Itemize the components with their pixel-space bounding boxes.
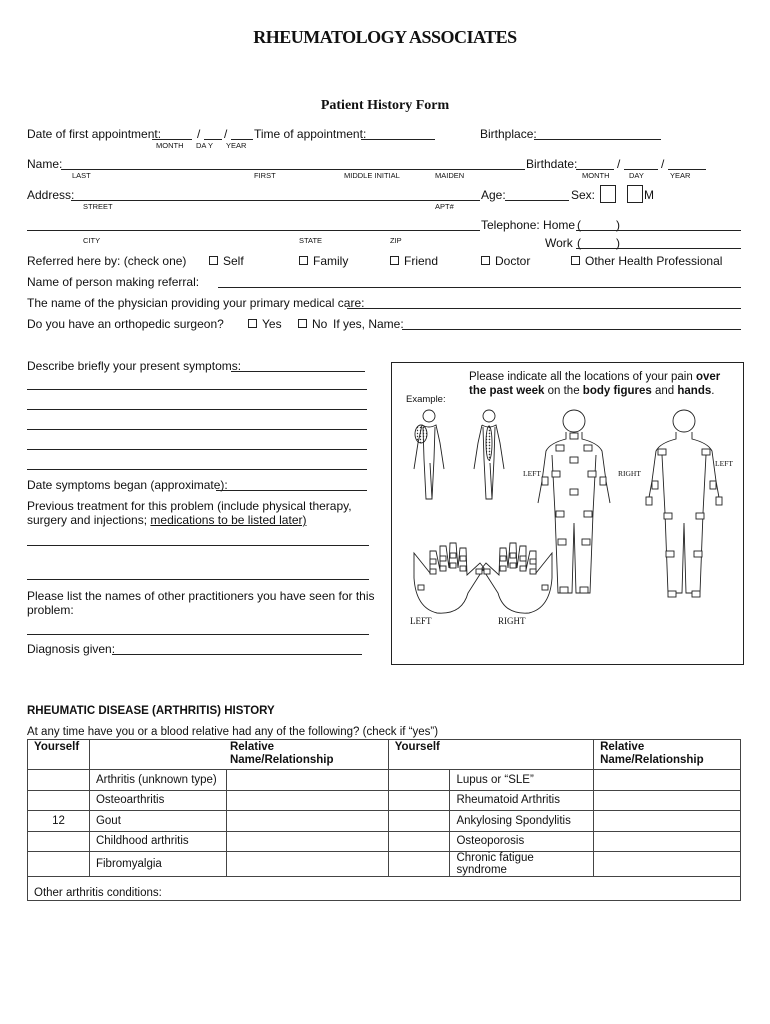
- time-appointment-field[interactable]: [361, 139, 435, 140]
- history-section-title: RHEUMATIC DISEASE (ARTHRITIS) HISTORY: [27, 705, 275, 717]
- name-label: Name:: [27, 157, 63, 171]
- symptoms-line[interactable]: [27, 409, 367, 410]
- front-figure-left-label: LEFT: [715, 459, 733, 468]
- condition-label: Gout: [89, 811, 226, 832]
- header-yourself-2: Yourself: [388, 740, 593, 770]
- table-row: [28, 770, 741, 791]
- table-row: [28, 852, 741, 877]
- birthdate-day-field[interactable]: [624, 169, 658, 170]
- body-figure-front: [648, 410, 720, 593]
- sub-label-state: STATE: [299, 236, 323, 245]
- previous-treatment-label: Previous treatment for this problem (include physical therapy,: [27, 499, 352, 513]
- checkbox[interactable]: [481, 256, 490, 265]
- yourself-checkbox-cell[interactable]: [388, 831, 450, 852]
- birthdate-year-field[interactable]: [668, 169, 706, 170]
- first-appointment-label: Date of first appointment:: [27, 127, 162, 141]
- ortho-surgeon-name-field[interactable]: [402, 329, 741, 330]
- ortho-no-option[interactable]: No: [298, 317, 327, 331]
- sub-label-first: FIRST: [254, 171, 276, 180]
- paren-open: (: [577, 218, 581, 232]
- joint-markers: [418, 433, 722, 597]
- birthplace-label: Birthplace:: [480, 127, 537, 141]
- sub-label-month: MONTH: [156, 141, 184, 150]
- paren-open: (: [577, 236, 581, 250]
- condition-label: Osteoarthritis: [89, 790, 226, 811]
- back-figure-left-label: LEFT: [523, 469, 541, 478]
- yourself-checkbox-cell[interactable]: [28, 790, 90, 811]
- checkbox[interactable]: [571, 256, 580, 265]
- telephone-home-field[interactable]: [576, 230, 741, 231]
- hand-right: [482, 543, 552, 613]
- relative-cell[interactable]: [226, 831, 388, 852]
- condition-label: Rheumatoid Arthritis: [450, 790, 594, 811]
- sex-male-checkbox[interactable]: [627, 185, 643, 203]
- previous-treatment-label-2: surgery and injections; medications to be listed later): [27, 513, 307, 527]
- example-back-figure: [474, 410, 504, 499]
- first-appointment-day-field[interactable]: [204, 139, 222, 140]
- symptoms-label: Describe briefly your present symptoms:: [27, 359, 242, 373]
- address-field[interactable]: [71, 200, 480, 201]
- first-appointment-year-field[interactable]: [231, 139, 253, 140]
- practitioners-label: Please list the names of other practitioners you have seen for this: [27, 589, 375, 603]
- date-symptoms-began-label: Date symptoms began (approximate):: [27, 478, 228, 492]
- sub-label-apt: APT#: [435, 202, 454, 211]
- table-row-other: [28, 877, 741, 901]
- checkbox[interactable]: [248, 319, 257, 328]
- sub-label-maiden: MAIDEN: [435, 171, 465, 180]
- previous-treatment-line[interactable]: [27, 545, 369, 546]
- sub-label-month: MONTH: [582, 171, 610, 180]
- relative-cell[interactable]: [226, 811, 388, 832]
- condition-label: Childhood arthritis: [89, 831, 226, 852]
- sex-female-checkbox[interactable]: [600, 185, 616, 203]
- example-label: Example:: [406, 394, 446, 405]
- sub-label-year: YEAR: [670, 171, 691, 180]
- other-conditions-cell[interactable]: Other arthritis conditions:: [28, 877, 741, 901]
- condition-label: Ankylosing Spondylitis: [450, 811, 594, 832]
- symptoms-line[interactable]: [27, 429, 367, 430]
- date-slash: /: [197, 127, 201, 141]
- yourself-checkbox-cell[interactable]: [388, 852, 450, 877]
- age-label: Age:: [481, 188, 506, 202]
- yourself-checkbox-cell[interactable]: [388, 770, 450, 791]
- diagnosis-label: Diagnosis given:: [27, 642, 116, 656]
- time-appointment-label: Time of appointment:: [254, 127, 367, 141]
- relative-cell[interactable]: [594, 811, 741, 832]
- table-row: [28, 811, 741, 832]
- header-relative: Relative Name/Relationship: [89, 740, 388, 770]
- sub-label-year: YEAR: [226, 141, 247, 150]
- date-slash: /: [224, 127, 228, 141]
- referral-option-family[interactable]: Family: [299, 254, 348, 268]
- relative-cell[interactable]: [594, 831, 741, 852]
- yourself-checkbox-cell[interactable]: [28, 831, 90, 852]
- referral-name-label: Name of person making referral:: [27, 275, 200, 289]
- header-relative-2: Relative Name/Relationship: [594, 740, 741, 770]
- yourself-checkbox-cell[interactable]: [388, 790, 450, 811]
- ortho-yes-option[interactable]: Yes: [248, 317, 282, 331]
- pain-instructions: Please indicate all the locations of your pain over the past week on the body figures and hands.: [469, 371, 721, 397]
- sub-label-day: DA Y: [196, 141, 213, 150]
- hand-left-label: LEFT: [410, 616, 432, 626]
- condition-label: Osteoporosis: [450, 831, 594, 852]
- back-figure-right-label: RIGHT: [618, 469, 641, 478]
- relative-cell[interactable]: [594, 852, 741, 877]
- condition-label: Chronic fatigue syndrome: [450, 852, 594, 877]
- paren-close: ): [616, 218, 620, 232]
- relative-cell[interactable]: [226, 790, 388, 811]
- sub-label-last: LAST: [72, 171, 91, 180]
- referral-option-friend[interactable]: Friend: [390, 254, 438, 268]
- condition-label: Arthritis (unknown type): [89, 770, 226, 791]
- yourself-checkbox-cell[interactable]: [388, 811, 450, 832]
- sub-label-day: DAY: [629, 171, 644, 180]
- sub-label-street: STREET: [83, 202, 113, 211]
- condition-label: Fibromyalgia: [89, 852, 226, 877]
- referral-option-other[interactable]: Other Health Professional: [571, 254, 722, 268]
- sex-m-label: M: [644, 188, 654, 202]
- date-slash: /: [661, 157, 665, 171]
- practitioners-label-2: problem:: [27, 603, 74, 617]
- paren-close: ): [616, 236, 620, 250]
- condition-label: Lupus or “SLE”: [450, 770, 594, 791]
- primary-physician-field[interactable]: [347, 308, 741, 309]
- referral-label: Referred here by: (check one): [27, 254, 187, 268]
- birthdate-label: Birthdate:: [526, 157, 578, 171]
- first-appointment-month-field[interactable]: [152, 139, 192, 140]
- relative-cell[interactable]: [226, 770, 388, 791]
- relative-cell[interactable]: [226, 852, 388, 877]
- referral-option-doctor[interactable]: Doctor: [481, 254, 530, 268]
- referral-name-field[interactable]: [218, 287, 741, 288]
- sex-label: Sex:: [571, 188, 596, 202]
- previous-treatment-line[interactable]: [27, 579, 369, 580]
- birthdate-month-field[interactable]: [576, 169, 614, 170]
- sub-label-middle-initial: MIDDLE INITIAL: [344, 171, 400, 180]
- symptoms-line[interactable]: [27, 389, 367, 390]
- ortho-question: Do you have an orthopedic surgeon?: [27, 317, 224, 331]
- yourself-checkbox-cell[interactable]: [28, 770, 90, 791]
- telephone-work-field[interactable]: [576, 248, 741, 249]
- diagnosis-field[interactable]: [112, 654, 362, 655]
- date-slash: /: [617, 157, 621, 171]
- address-label: Address:: [27, 188, 75, 202]
- checkbox[interactable]: [299, 256, 308, 265]
- sub-label-city: CITY: [83, 236, 101, 245]
- practitioners-line[interactable]: [27, 634, 369, 635]
- ortho-if-yes-label: If yes, Name:: [333, 317, 404, 331]
- telephone-home-label: Telephone: Home: [481, 218, 576, 232]
- symptoms-line[interactable]: [27, 449, 367, 450]
- organization-title: RHEUMATOLOGY ASSOCIATES: [253, 27, 517, 47]
- pain-location-panel[interactable]: [391, 362, 744, 665]
- checkbox[interactable]: [298, 319, 307, 328]
- symptoms-field[interactable]: [231, 371, 365, 372]
- history-table: [27, 739, 741, 901]
- primary-physician-label: The name of the physician providing your primary medical care:: [27, 296, 365, 310]
- example-front-figure: [414, 410, 444, 499]
- hand-left: [414, 543, 484, 613]
- body-figures-diagram: [392, 363, 743, 664]
- name-field[interactable]: [61, 169, 525, 170]
- table-row: [28, 790, 741, 811]
- form-title: Patient History Form: [320, 98, 450, 113]
- symptoms-line[interactable]: [27, 469, 367, 470]
- header-yourself: Yourself: [28, 740, 90, 770]
- relative-cell[interactable]: [594, 770, 741, 791]
- hand-right-label: RIGHT: [498, 616, 526, 626]
- relative-cell[interactable]: [594, 790, 741, 811]
- checkbox[interactable]: [390, 256, 399, 265]
- table-header-row: [28, 740, 741, 770]
- age-field[interactable]: [505, 200, 569, 201]
- sub-label-zip: ZIP: [390, 236, 402, 245]
- date-symptoms-began-field[interactable]: [216, 490, 367, 491]
- yourself-checkbox-cell[interactable]: 12: [28, 811, 90, 832]
- yourself-checkbox-cell[interactable]: [28, 852, 90, 877]
- checkbox[interactable]: [209, 256, 218, 265]
- referral-option-self[interactable]: Self: [209, 254, 244, 268]
- city-state-zip-field[interactable]: [27, 230, 480, 231]
- telephone-work-label: Work: [545, 236, 573, 250]
- table-row: [28, 831, 741, 852]
- birthplace-field[interactable]: [534, 139, 661, 140]
- history-question: At any time have you or a blood relative had any of the following? (check if “yes”): [27, 726, 439, 738]
